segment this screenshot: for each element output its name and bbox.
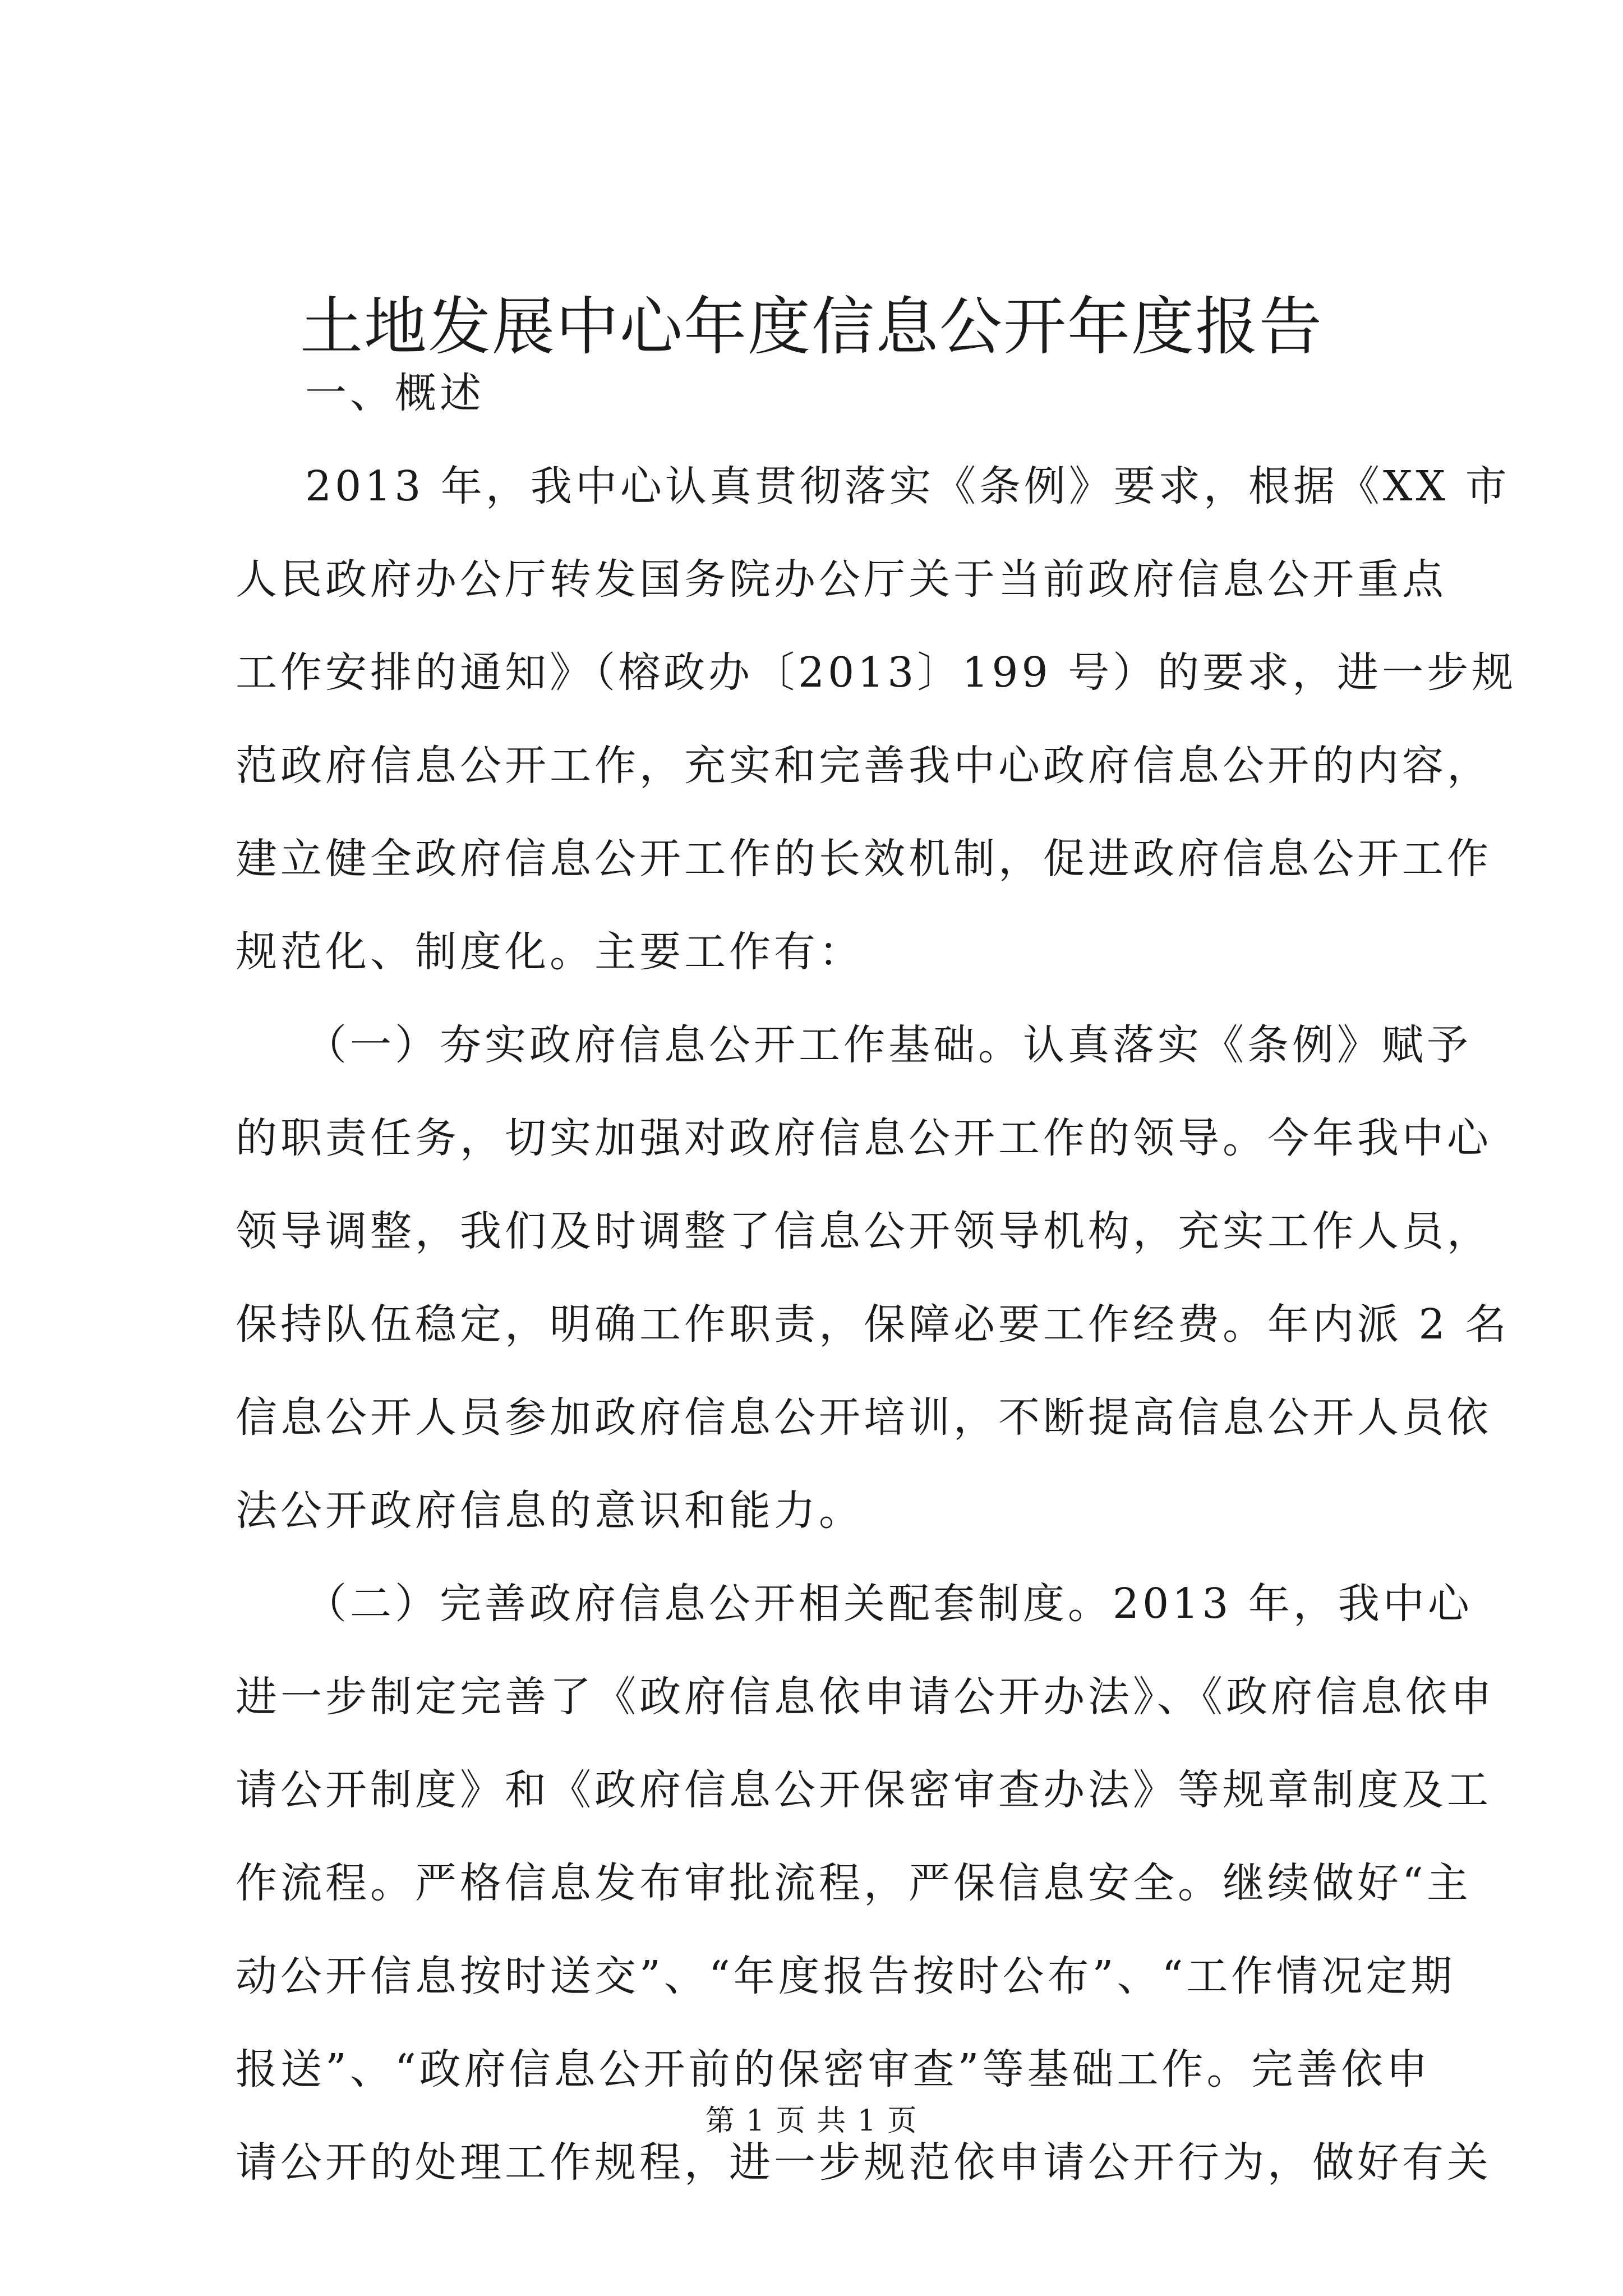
text-line: 工作安排的通知》（榕政办〔2013〕199 号）的要求，进一步规 <box>236 648 1517 697</box>
text-line: 动公开信息按时送交”、“年度报告按时公布”、“工作情况定期 <box>236 1952 1456 2000</box>
text-line: 2013 年，我中心认真贯彻落实《条例》要求，根据《XX 市 <box>305 462 1510 510</box>
document-title: 土地发展中心年度信息公开年度报告 <box>300 291 1323 364</box>
text-line: 领导调整，我们及时调整了信息公开领导机构，充实工作人员， <box>236 1207 1492 1255</box>
document-body <box>236 347 1517 2209</box>
text-line: 范政府信息公开工作，充实和完善我中心政府信息公开的内容， <box>236 742 1492 790</box>
text-line: 人民政府办公厅转发国务院办公厅关于当前政府信息公开重点 <box>236 555 1447 604</box>
text-line: 法公开政府信息的意识和能力。 <box>236 1487 864 1535</box>
text-line: （二）完善政府信息公开相关配套制度。2013 年，我中心 <box>305 1580 1473 1628</box>
text-line: 作流程。严格信息发布审批流程，严保信息安全。继续做好“主 <box>236 1859 1472 1907</box>
text-line: 保持队伍稳定，明确工作职责，保障必要工作经费。年内派 2 名 <box>236 1300 1510 1349</box>
text-line: 请公开制度》和《政府信息公开保密审查办法》等规章制度及工 <box>236 1766 1492 1814</box>
text-line: 进一步制定完善了《政府信息依申请公开办法》、《政府信息依申 <box>236 1673 1495 1721</box>
text-line: （一）夯实政府信息公开工作基础。认真落实《条例》赋予 <box>305 1021 1472 1069</box>
text-line: 信息公开人员参加政府信息公开培训，不断提高信息公开人员依 <box>236 1393 1492 1442</box>
text-line: 建立健全政府信息公开工作的长效机制，促进政府信息公开工作 <box>236 835 1492 883</box>
page-footer: 第 1 页 共 1 页 <box>705 2104 918 2138</box>
text-line: 的职责任务，切实加强对政府信息公开工作的领导。今年我中心 <box>236 1114 1492 1162</box>
text-line: 规范化、制度化。主要工作有： <box>236 928 864 976</box>
text-line: 报送”、“政府信息公开前的保密审查”等基础工作。完善依申 <box>236 2045 1431 2093</box>
text-line: 请公开的处理工作规程，进一步规范依申请公开行为，做好有关 <box>236 2138 1492 2187</box>
text-line: 一、概述 <box>305 369 485 417</box>
